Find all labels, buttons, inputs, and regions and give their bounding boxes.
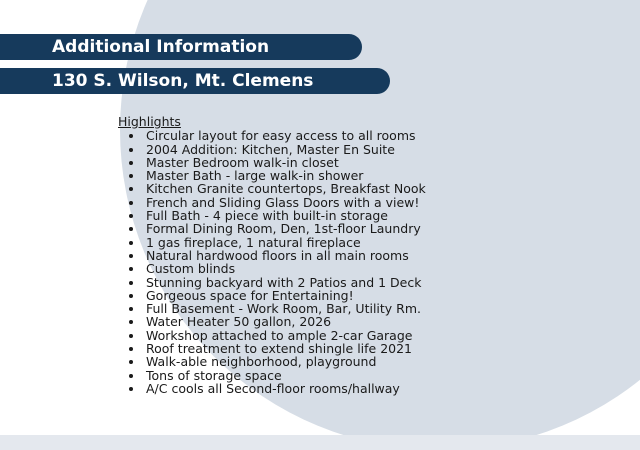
list-item: Gorgeous space for Entertaining! bbox=[118, 289, 618, 302]
highlights-heading: Highlights bbox=[118, 114, 181, 129]
list-item: Full Bath - 4 piece with built-in storage bbox=[118, 209, 618, 222]
title-banner bbox=[0, 34, 362, 60]
list-item: Stunning backyard with 2 Patios and 1 Deck bbox=[118, 276, 618, 289]
banner-address: 130 S. Wilson, Mt. Clemens bbox=[52, 71, 314, 91]
list-item: Natural hardwood floors in all main rooms bbox=[118, 249, 618, 262]
list-item: Water Heater 50 gallon, 2026 bbox=[118, 315, 618, 328]
list-item: Formal Dining Room, Den, 1st-floor Laundry bbox=[118, 222, 618, 235]
highlight-list bbox=[118, 129, 618, 395]
highlights-section bbox=[118, 115, 618, 395]
list-item: Kitchen Granite countertops, Breakfast Nook bbox=[118, 182, 618, 195]
list-item: Circular layout for easy access to all rooms bbox=[118, 129, 618, 142]
list-item: Roof treatment to extend shingle life 2021 bbox=[118, 342, 618, 355]
list-item: Full Basement - Work Room, Bar, Utility Rm. bbox=[118, 302, 618, 315]
list-item: 2004 Addition: Kitchen, Master En Suite bbox=[118, 143, 618, 156]
list-item: French and Sliding Glass Doors with a view! bbox=[118, 196, 618, 209]
list-item: Walk-able neighborhood, playground bbox=[118, 355, 618, 368]
list-item: A/C cools all Second-floor rooms/hallway bbox=[118, 382, 618, 395]
list-item: Custom blinds bbox=[118, 262, 618, 275]
address-banner bbox=[0, 68, 390, 94]
bottom-band bbox=[0, 435, 640, 450]
list-item: Master Bath - large walk-in shower bbox=[118, 169, 618, 182]
list-item: Master Bedroom walk-in closet bbox=[118, 156, 618, 169]
list-item: Workshop attached to ample 2-car Garage bbox=[118, 329, 618, 342]
banner-title: Additional Information bbox=[52, 37, 270, 57]
list-item: Tons of storage space bbox=[118, 369, 618, 382]
list-item: 1 gas fireplace, 1 natural fireplace bbox=[118, 236, 618, 249]
